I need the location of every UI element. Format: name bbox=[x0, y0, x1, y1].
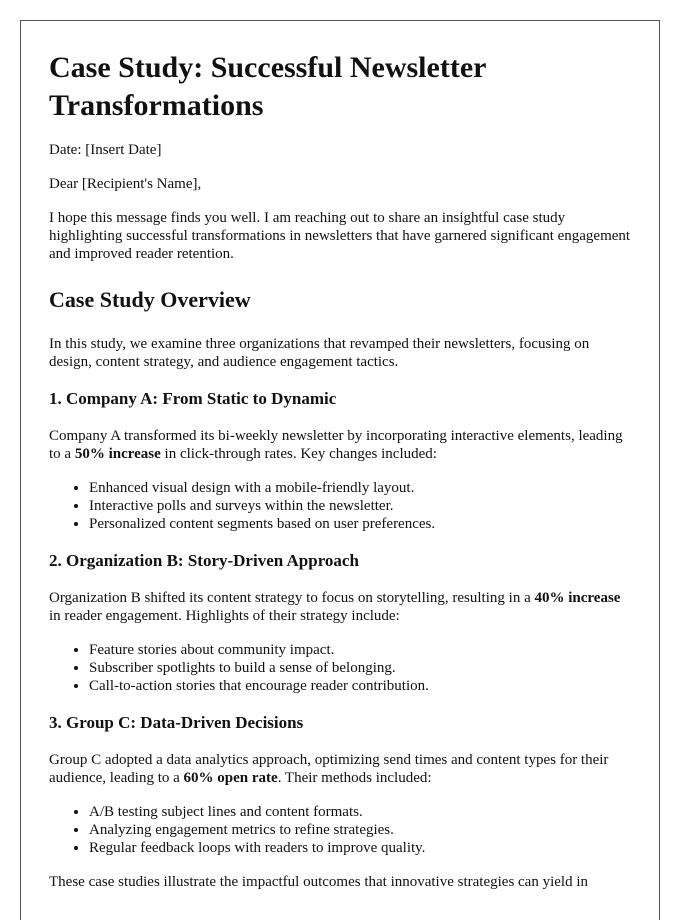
section-highlight: 50% increase bbox=[74, 446, 161, 462]
section-heading: 3. Group C: Data-Driven Decisions bbox=[49, 713, 304, 732]
section-text: . Their methods included: bbox=[277, 770, 432, 786]
section-heading: 1. Company A: From Static to Dynamic bbox=[49, 389, 337, 408]
case-section-group-c bbox=[49, 713, 631, 857]
intro-paragraph: I hope this message finds you well. I am reaching out to share an insightful case study highlighting successful transformations in newsletters that have garnered significant engagement and improved reader retention. bbox=[49, 210, 631, 262]
section-text: Organization B shifted its content strategy to focus on storytelling, resulting in a bbox=[49, 590, 535, 606]
section-text: Group C adopted a data analytics approach, optimizing send times and content types for their audience, leading to a bbox=[49, 752, 609, 786]
list-item: • Analyzing engagement metrics to refine strategies. bbox=[89, 821, 631, 839]
section-paragraph bbox=[49, 427, 631, 463]
list-item: • Personalized content segments based on user preferences. bbox=[89, 515, 631, 533]
section-list bbox=[49, 641, 631, 695]
section-highlight: 40% increase bbox=[534, 590, 621, 606]
closing-paragraph: These case studies illustrate the impactful outcomes that innovative strategies can yield in bbox=[49, 874, 589, 890]
list-item: • Enhanced visual design with a mobile-friendly layout. bbox=[89, 479, 631, 497]
section-text: Company A transformed its bi-weekly newsletter by incorporating interactive elements, leading to a bbox=[49, 428, 623, 462]
list-item: • Interactive polls and surveys within the newsletter. bbox=[89, 497, 631, 515]
list-item: • A/B testing subject lines and content formats. bbox=[89, 803, 631, 821]
section-paragraph bbox=[49, 589, 631, 625]
section-text: in reader engagement. Highlights of their strategy include: bbox=[49, 608, 400, 624]
overview-heading: Case Study Overview bbox=[49, 287, 251, 312]
section-heading: 2. Organization B: Story-Driven Approach bbox=[49, 551, 359, 570]
case-section-organization-b bbox=[49, 551, 631, 695]
section-highlight: 60% open rate bbox=[183, 770, 278, 786]
list-item: • Call-to-action stories that encourage reader contribution. bbox=[89, 677, 631, 695]
date-line: Date: [Insert Date] bbox=[49, 142, 162, 158]
list-item: • Feature stories about community impact. bbox=[89, 641, 631, 659]
letter-page bbox=[20, 20, 660, 920]
overview-paragraph: In this study, we examine three organizations that revamped their newsletters, focusing on design, content strategy, and audience engagement tactics. bbox=[49, 336, 590, 370]
section-list bbox=[49, 479, 631, 533]
list-item: • Regular feedback loops with readers to improve quality. bbox=[89, 839, 631, 857]
section-list bbox=[49, 803, 631, 857]
section-paragraph bbox=[49, 751, 631, 787]
page-title: Case Study: Successful Newsletter Transformations bbox=[49, 51, 486, 122]
case-section-company-a bbox=[49, 389, 631, 533]
section-text: in click-through rates. Key changes included: bbox=[160, 446, 437, 462]
list-item: • Subscriber spotlights to build a sense of belonging. bbox=[89, 659, 631, 677]
salutation: Dear [Recipient's Name], bbox=[49, 176, 202, 192]
